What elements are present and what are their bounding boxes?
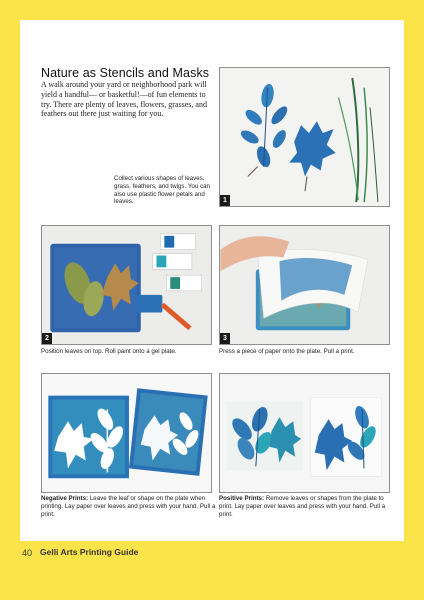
book-title: Gelli Arts Printing Guide [40, 547, 139, 557]
photo-positive-prints [219, 373, 390, 493]
photo-2-caption: Position leaves on top. Roll paint onto a gel plate. [41, 348, 177, 355]
yellow-frame-top [0, 0, 424, 20]
collect-caption: Collect various shapes of leaves, grass, feathers, and twigs. You can also use plastic flower petals and leaves. [114, 175, 210, 206]
photo-3-caption: Press a piece of paper onto the plate. Pull a print. [219, 348, 355, 355]
step-badge: 1 [220, 195, 230, 206]
yellow-frame-bottom [0, 566, 424, 600]
step-badge: 3 [220, 333, 230, 344]
caption-text: Remove leaves or shapes from the plate to print. Lay paper over leaves and press with your hand. Pull a print. [219, 495, 386, 518]
caption-term: Positive Prints: [219, 495, 265, 502]
leaves-illustration-icon [220, 68, 389, 206]
page-title: Nature as Stencils and Masks [41, 66, 210, 80]
intro-paragraph: A walk around your yard or neighborhood park will yield a handful— or basketful!—of fun elements to try. There are plenty of leaves, flowers, grasses, and feathers out there just waiting for you. [41, 80, 207, 119]
negative-prints-illustration-icon [42, 374, 211, 492]
pull-print-illustration-icon [220, 226, 389, 344]
yellow-frame-left [0, 0, 20, 600]
photo-collected-leaves [219, 67, 390, 207]
positive-prints-caption [219, 495, 391, 519]
step-badge: 2 [42, 333, 52, 344]
photo-pull-print [219, 225, 390, 345]
yellow-frame-right [404, 0, 424, 600]
photo-gel-plate-roll [41, 225, 212, 345]
positive-prints-illustration-icon [220, 374, 389, 492]
caption-term: Negative Prints: [41, 495, 89, 502]
negative-prints-caption [41, 495, 216, 519]
caption-text: Leave the leaf or shape on the plate when printing. Lay paper over leaves and press with your hand. Pull a print. [41, 495, 216, 518]
photo-negative-prints [41, 373, 212, 493]
page-number: 40 [22, 548, 33, 558]
gel-plate-illustration-icon [42, 226, 211, 344]
